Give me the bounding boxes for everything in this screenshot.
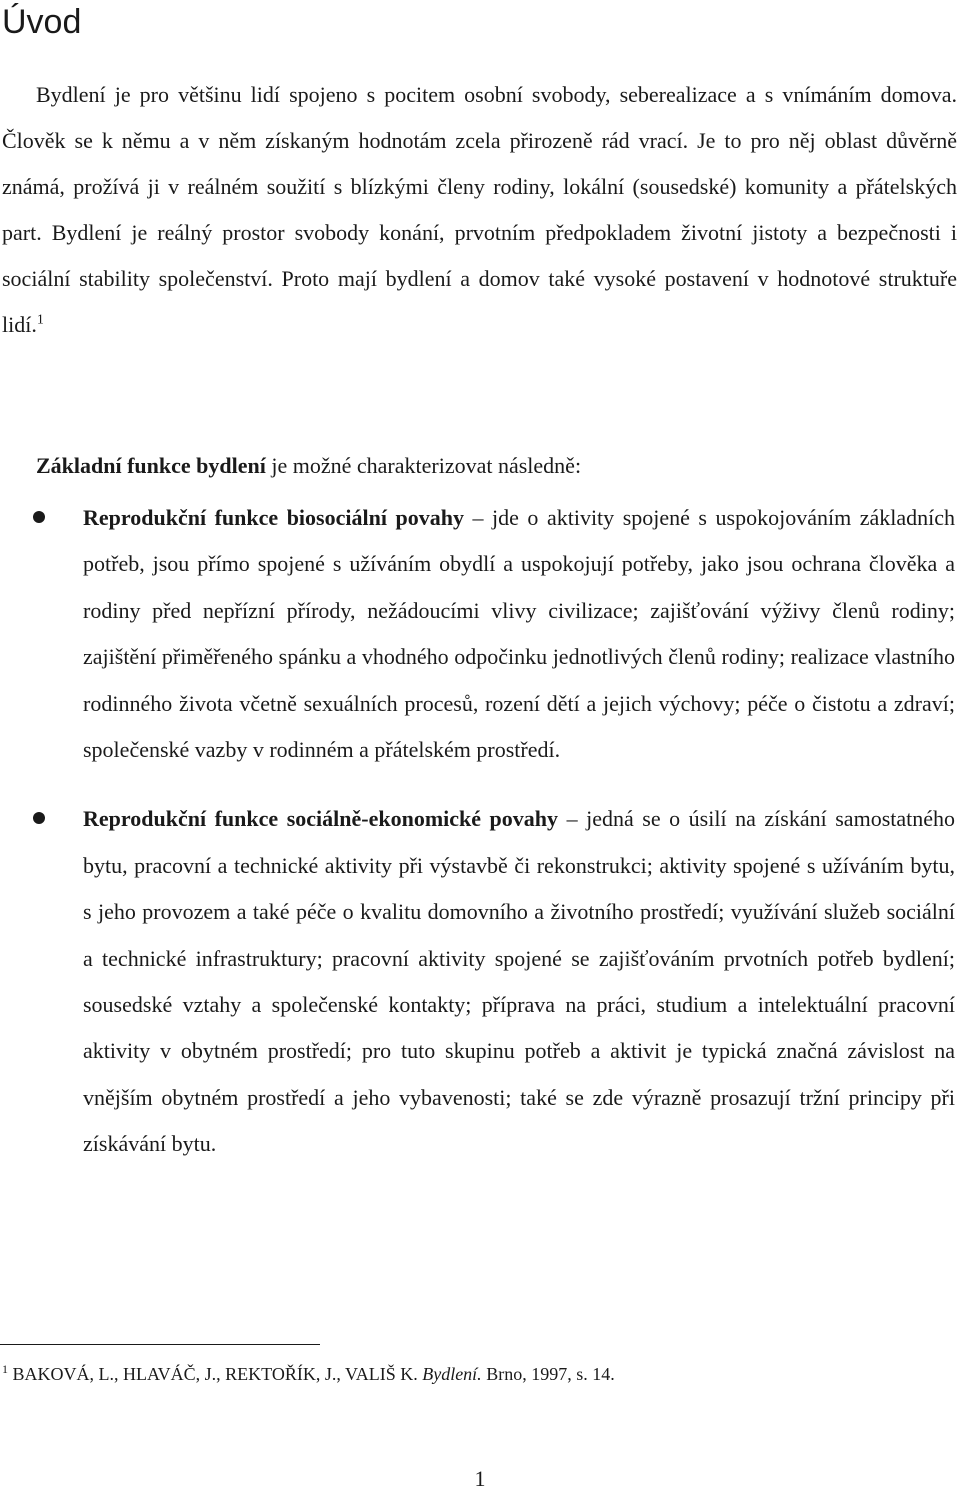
footnote-authors: BAKOVÁ, L., HLAVÁČ, J., REKTOŘÍK, J., VALIŠ K. [8,1364,423,1384]
bullet-icon [33,511,45,523]
footnote [2,1362,615,1386]
functions-lead [36,443,581,489]
page-heading: Úvod [2,3,82,41]
list-item-text: – jde o aktivity spojené s uspokojováním základních potřeb, jsou přímo spojené s užíváním obydlí a uspokojují potřeby, jako jsou ochrana člověka a rodiny před nepřízní přírody, nežádoucími vlivy civilizace; zajišťování výživy členů rodiny; zajištění přiměřeného spánku a vhodného odpočinku jednotlivých členů rodiny; realizace vlastního rodinného života včetně sexuálních procesů, rození dětí a jejich výchovy; péče o čistotu a zdraví; společenské vazby v rodinném a přátelském prostředí. [83,505,955,763]
footnote-reference: 1 [36,312,44,328]
list-item-biosocial [0,495,955,773]
list-item-text: – jedná se o úsilí na získání samostatného bytu, pracovní a technické aktivity při výstavbě či rekonstrukci; aktivity spojené s užíváním bytu, s jeho provozem a také péče o kvalitu domovního a životního prostředí; využívání služeb sociální a technické infrastruktury; pracovní aktivity spojené se zajišťováním prvotních potřeb bydlení; sousedské vztahy a společenské kontakty; příprava na práci, studium a intelektuální pracovní aktivity v obytném prostředí; pro tuto skupinu potřeb a aktivit je typická značná závislost na vnějším obytném prostředí a jeho vybavenosti; také se zde výrazně prosazují tržní principy při získávání bytu. [83,806,956,1157]
functions-list [0,495,960,1168]
footnote-rest: Brno, 1997, s. 14. [481,1364,615,1384]
footnote-title: Bydlení. [422,1364,482,1384]
intro-paragraph [2,72,957,348]
functions-lead-bold: Základní funkce bydlení [36,453,266,478]
footnote-number: 1 [2,1362,8,1376]
footnote-separator [0,1344,320,1345]
list-item-socioeconomic [0,796,955,1167]
list-item-title: Reprodukční funkce sociálně-ekonomické povahy [83,806,559,832]
bullet-icon [33,812,45,824]
list-item-title: Reprodukční funkce biosociální povahy [83,505,464,530]
page-number: 1 [474,1466,486,1491]
functions-lead-rest: je možné charakterizovat následně: [265,453,582,478]
intro-text: Bydlení je pro většinu lidí spojeno s pocitem osobní svobody, seberealizace a s vnímáním domova. Člověk se k němu a v něm získaným hodnotám zcela přirozeně rád vrací. Je to pro něj oblast důvěrně známá, prožívá ji v reálném soužití s blízkými členy rodiny, lokální (sousedské) komunity a přátelských part. Bydlení je reálný prostor svobody konání, prvotním předpokladem životní jistoty a bezpečnosti i sociální stability společenství. Proto mají bydlení a domov také vysoké postavení v hodnotové struktuře lidí. [2,82,957,337]
